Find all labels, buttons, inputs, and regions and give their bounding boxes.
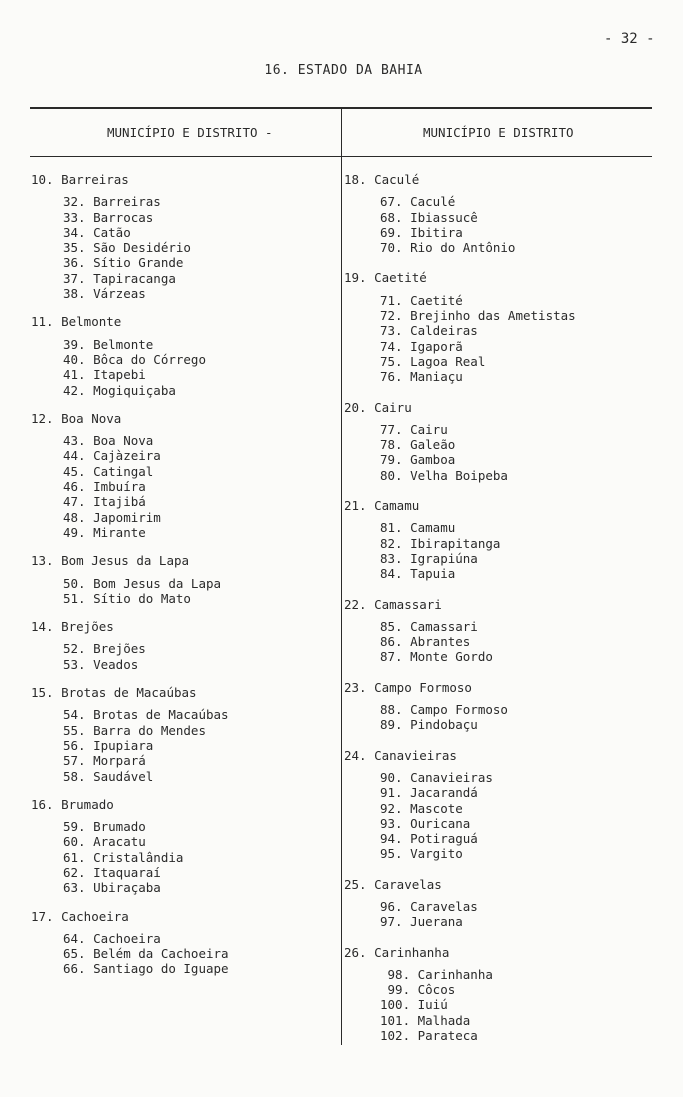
distrito-item: 54. Brotas de Macaúbas (63, 707, 229, 723)
distrito-item: 72. Brejinho das Ametistas (380, 308, 576, 324)
municipio-name: 19. Caetité (344, 270, 427, 286)
municipio-group (344, 877, 644, 930)
distrito-item: 99. Côcos (380, 982, 456, 998)
distrito-item: 68. Ibiassucê (380, 209, 478, 225)
distrito-list (31, 576, 337, 607)
municipio-group (31, 797, 337, 896)
municipio-group (344, 172, 644, 255)
page-number: - 32 - (604, 31, 655, 47)
distrito-item: 35. São Desidério (63, 240, 191, 256)
distrito-list (31, 194, 337, 301)
municipio-group (344, 945, 644, 1044)
municipio-group (31, 411, 337, 540)
distrito-item: 52. Brejões (63, 641, 146, 657)
municipio-name: 23. Campo Formoso (344, 679, 472, 695)
distrito-item: 37. Tapiracanga (63, 270, 176, 286)
distrito-item: 39. Belmonte (63, 336, 154, 352)
municipio-group (31, 553, 337, 606)
distrito-item: 70. Rio do Antônio (380, 240, 516, 256)
distrito-item: 90. Canavieiras (380, 769, 493, 785)
municipio-group (31, 314, 337, 397)
municipio-name: 21. Camamu (344, 498, 420, 514)
distrito-item: 74. Igaporã (380, 338, 463, 354)
distrito-item: 42. Mogiquiçaba (63, 382, 176, 398)
municipio-name: 18. Caculé (344, 172, 420, 187)
distrito-list (31, 433, 337, 540)
distrito-item: 100. Iuiú (380, 997, 448, 1013)
municipio-group (344, 680, 644, 733)
municipio-group (344, 270, 644, 384)
distrito-list (31, 819, 337, 895)
distrito-item: 82. Ibirapitanga (380, 535, 501, 551)
distrito-item: 98. Carinhanha (380, 966, 493, 982)
distrito-item: 56. Ipupiara (63, 737, 154, 753)
distrito-item: 95. Vargito (380, 846, 463, 862)
distrito-item: 33. Barrocas (63, 209, 154, 225)
municipio-name: 15. Brotas de Macaúbas (31, 685, 197, 701)
distrito-list (31, 931, 337, 977)
distrito-item: 60. Aracatu (63, 834, 146, 850)
distrito-list (344, 194, 644, 255)
distrito-item: 73. Caldeiras (380, 323, 478, 339)
municipio-name: 20. Cairu (344, 399, 412, 415)
distrito-item: 41. Itapebi (63, 367, 146, 383)
document-title: 16. ESTADO DA BAHIA (264, 63, 423, 78)
distrito-item: 55. Barra do Mendes (63, 722, 206, 738)
distrito-item: 85. Camassari (380, 618, 478, 634)
distrito-item: 80. Velha Boipeba (380, 467, 508, 483)
municipio-group (31, 909, 337, 977)
municipio-group (31, 619, 337, 672)
distrito-item: 48. Japomirim (63, 509, 161, 525)
distrito-list (344, 422, 644, 483)
distrito-item: 91. Jacarandá (380, 785, 478, 801)
municipio-name: 16. Brumado (31, 796, 114, 812)
distrito-item: 79. Gamboa (380, 452, 456, 468)
distrito-list (344, 619, 644, 665)
distrito-item: 86. Abrantes (380, 634, 471, 650)
distrito-list (344, 293, 644, 385)
column-separator (341, 108, 342, 1045)
distrito-item: 97. Juerana (380, 914, 463, 930)
right-column (344, 172, 644, 1058)
distrito-item: 57. Morpará (63, 753, 146, 769)
distrito-item: 47. Itajibá (63, 494, 146, 510)
municipio-name: 17. Cachoeira (31, 908, 129, 924)
distrito-item: 101. Malhada (380, 1012, 471, 1028)
distrito-list (31, 641, 337, 672)
municipio-group (344, 400, 644, 483)
distrito-item: 92. Mascote (380, 800, 463, 816)
distrito-item: 89. Pindobaçu (380, 717, 478, 733)
distrito-item: 44. Cajàzeira (63, 448, 161, 464)
distrito-list (31, 707, 337, 783)
distrito-item: 40. Bôca do Córrego (63, 351, 206, 367)
municipio-name: 12. Boa Nova (31, 410, 122, 426)
distrito-item: 69. Ibitira (380, 224, 463, 240)
distrito-item: 53. Veados (63, 656, 139, 672)
distrito-item: 102. Parateca (380, 1028, 478, 1044)
distrito-item: 94. Potiraguá (380, 831, 478, 847)
distrito-item: 36. Sítio Grande (63, 255, 184, 271)
distrito-item: 43. Boa Nova (63, 433, 154, 449)
distrito-item: 49. Mirante (63, 524, 146, 540)
distrito-item: 38. Várzeas (63, 286, 146, 302)
left-column (31, 172, 337, 990)
distrito-item: 51. Sítio do Mato (63, 590, 191, 606)
distrito-item: 78. Galeão (380, 437, 456, 453)
distrito-list (344, 520, 644, 581)
distrito-item: 46. Imbuíra (63, 479, 146, 495)
municipio-name: 24. Canavieiras (344, 747, 457, 763)
distrito-list (344, 702, 644, 733)
distrito-item: 65. Belém da Cachoeira (63, 946, 229, 962)
right-column-header: MUNICÍPIO E DISTRITO (423, 125, 574, 140)
distrito-item: 93. Ouricana (380, 815, 471, 831)
distrito-item: 32. Barreiras (63, 194, 161, 210)
distrito-item: 50. Bom Jesus da Lapa (63, 575, 222, 591)
distrito-item: 96. Caravelas (380, 898, 478, 914)
municipio-name: 25. Caravelas (344, 876, 442, 892)
distrito-item: 58. Saudável (63, 768, 154, 784)
distrito-item: 81. Camamu (380, 520, 456, 536)
municipio-name: 22. Camassari (344, 596, 442, 612)
distrito-item: 45. Catingal (63, 463, 154, 479)
distrito-item: 62. Itaquaraí (63, 864, 161, 880)
municipio-name: 13. Bom Jesus da Lapa (31, 553, 190, 569)
municipio-group (344, 498, 644, 581)
municipio-group (31, 172, 337, 301)
distrito-item: 59. Brumado (63, 819, 146, 835)
distrito-list (344, 899, 644, 930)
distrito-item: 83. Igrapiúna (380, 550, 478, 566)
distrito-item: 61. Cristalândia (63, 849, 184, 865)
left-column-header: MUNICÍPIO E DISTRITO - (107, 125, 273, 140)
distrito-item: 87. Monte Gordo (380, 649, 493, 665)
distrito-item: 63. Ubiraçaba (63, 880, 161, 896)
distrito-item: 76. Maniaçu (380, 369, 463, 385)
distrito-item: 71. Caetité (380, 292, 463, 308)
distrito-list (344, 770, 644, 862)
municipio-name: 26. Carinhanha (344, 944, 450, 960)
municipio-group (344, 748, 644, 862)
distrito-item: 64. Cachoeira (63, 930, 161, 946)
distrito-item: 75. Lagoa Real (380, 353, 486, 369)
municipio-group (344, 597, 644, 665)
distrito-item: 77. Cairu (380, 421, 448, 437)
distrito-item: 34. Catão (63, 224, 131, 240)
distrito-list (344, 967, 644, 1043)
municipio-name: 11. Belmonte (31, 314, 122, 330)
distrito-item: 67. Caculé (380, 194, 456, 210)
distrito-list (31, 337, 337, 398)
distrito-item: 88. Campo Formoso (380, 702, 508, 718)
distrito-item: 84. Tapuia (380, 566, 456, 582)
distrito-item: 66. Santiago do Iguape (63, 961, 229, 977)
municipio-group (31, 685, 337, 784)
municipio-name: 10. Barreiras (31, 172, 129, 187)
municipio-name: 14. Brejões (31, 619, 114, 635)
